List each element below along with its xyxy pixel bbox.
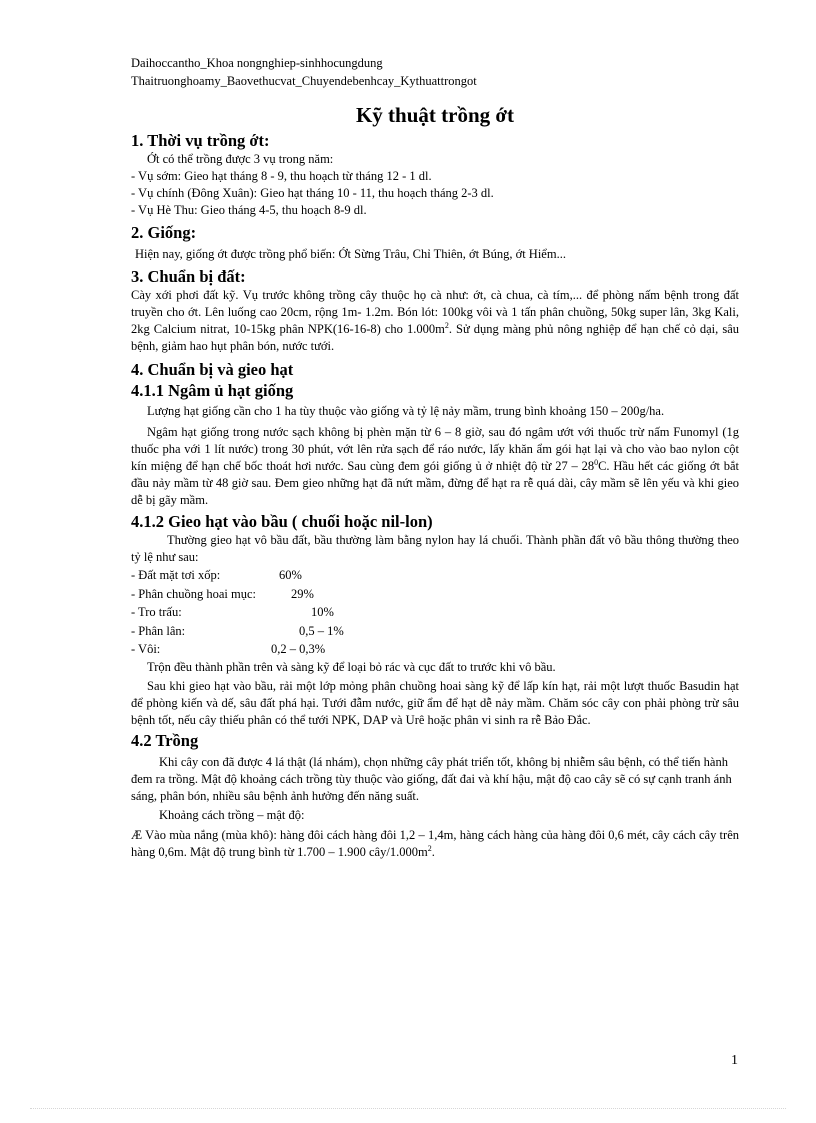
document-page [131, 54, 739, 861]
soil-mix-list [131, 566, 739, 659]
section-4-heading: 4. Chuẩn bị và gieo hạt [131, 360, 294, 379]
list-item: - Vụ Hè Thu: Gieo tháng 4-5, thu hoạch 8-9 dl. [131, 203, 367, 217]
paragraph: Hiện nay, giống ớt được trồng phổ biến: Ớt Sừng Trâu, Chỉ Thiên, ớt Búng, ớt Hiểm... [135, 247, 566, 261]
paragraph: Ớt có thể trồng được 3 vụ trong năm: [147, 152, 334, 166]
header-line-1: Daihoccantho_Khoa nongnghiep-sinhhocungdung [131, 56, 383, 70]
soil-mix-label: - Đất mặt tơi xốp: [131, 568, 221, 582]
text-run: C. Hầu hết các giống ớt bắt đầu nảy mầm từ 48 giờ sau. Đem gieo những hạt đã nứt mầm, đừng để hạt ra rễ quá dài, cây mầm sẽ lên yếu và khi gieo dễ bị gãy mầm. [131, 459, 739, 507]
paragraph [131, 287, 739, 355]
paragraph [131, 827, 739, 861]
paragraph [131, 424, 739, 509]
page-number: 1 [731, 1053, 738, 1068]
soil-mix-value: 60% [279, 568, 302, 582]
section-4-1-2-heading: 4.1.2 Gieo hạt vào bầu ( chuối hoặc nil-lon) [131, 512, 433, 531]
soil-mix-item [131, 566, 739, 585]
soil-mix-value: 0,2 – 0,3% [271, 642, 326, 656]
paragraph: Khi cây con đã được 4 lá thật (lá nhám), chọn những cây phát triển tốt, không bị nhiễm sâu bệnh, có thể tiến hành đem ra trồng. Mật độ khoảng cách trồng tùy thuộc vào giống, đất đai và khí hậu, mật độ cao cây sẽ có sự cạnh tranh ánh sáng, phân bón, nhiều sâu bệnh ảnh hưởng đến năng suất. [131, 754, 732, 803]
soil-mix-item [131, 640, 739, 659]
list-item: - Vụ chính (Đông Xuân): Gieo hạt tháng 10 - 11, thu hoạch tháng 2-3 dl. [131, 186, 494, 200]
soil-mix-value: 0,5 – 1% [299, 623, 344, 638]
soil-mix-label: - Tro trấu: [131, 605, 182, 619]
text-run: Ngâm hạt giống trong nước sạch không bị phèn mặn từ 6 – 8 giờ, sau đó ngâm ướt với thuốc trừ nấm Funomyl (1g thuốc pha với 1 lít nước) trong 30 phút, vớt lên rửa sạch để ráo nước, lấy khăn ẩm gói hạt lại và cho vào bao nylon cột kín miệng để hạn chế bốc thoát hơi nước. Sau cùng đem gói giống ủ ở nhiệt độ từ 27 – 28 [131, 425, 739, 473]
superscript: 2 [427, 843, 432, 853]
soil-mix-label: - Phân lân: [131, 623, 186, 638]
header-line-2: Thaitruonghoamy_Baovethucvat_Chuyendebenhcay_Kythuattrongot [131, 74, 477, 88]
soil-mix-item [131, 603, 739, 622]
superscript: 2 [444, 320, 449, 330]
section-4-1-1-heading: 4.1.1 Ngâm ủ hạt giống [131, 381, 294, 400]
soil-mix-item [131, 622, 739, 641]
soil-mix-value: 29% [291, 586, 314, 601]
soil-mix-item [131, 585, 739, 604]
page-title: Kỹ thuật trồng ớt [355, 103, 515, 127]
soil-mix-label: - Vôi: [131, 642, 161, 656]
paragraph: Trộn đều thành phần trên và sàng kỹ để loại bỏ rác và cục đất to trước khi vô bầu. [147, 659, 556, 674]
page-divider [30, 1108, 786, 1109]
text-run: . Sử dụng màng phủ nông nghiệp để hạn chế cỏ dại, sâu bệnh, giảm hao hụt phân bón, nước tưới. [131, 322, 739, 353]
soil-mix-label: - Phân chuồng hoai mục: [131, 586, 256, 601]
section-3-heading: 3. Chuẩn bị đất: [131, 267, 246, 286]
text-run: Æ Vào mùa nắng (mùa khô): hàng đôi cách hàng đôi 1,2 – 1,4m, hàng cách hàng của hàng đôi 0,6 mét, cây cách cây trên hàng 0,6m. Mật độ trung bình từ 1.700 – 1.900 cây/1.000m [131, 827, 739, 859]
paragraph: Lượng hạt giống cần cho 1 ha tùy thuộc vào giống và tỷ lệ nảy mầm, trung bình khoảng 150 – 200g/ha. [147, 404, 665, 418]
list-item: - Vụ sớm: Gieo hạt tháng 8 - 9, thu hoạch từ tháng 12 - 1 dl. [131, 169, 432, 183]
text-run: . [431, 844, 435, 859]
section-1-heading: 1. Thời vụ trồng ớt: [131, 131, 270, 150]
section-4-2-heading: 4.2 Trồng [131, 730, 199, 750]
superscript: 0 [594, 457, 599, 467]
section-2-heading: 2. Giống: [131, 223, 197, 242]
text-run: Cày xới phơi đất kỹ. Vụ trước không trồng cây thuộc họ cà như: ớt, cà chua, cà tím,... để phòng nấm bệnh trong đất truyền cho ớt. Lên luống cao 20cm, rộng 1m- 1.2m. Bón lót: 100kg vôi và 1 tấn phân chuồng, 50kg super lân, 3kg Kali, 2kg Calcium nitrat, 10-15kg phân NPK(16-16-8) cho 1.000m [131, 288, 739, 336]
paragraph: Thường gieo hạt vô bầu đất, bầu thường làm bằng nylon hay lá chuối. Thành phần đất vô bầu thông thường theo tỷ lệ như sau: [131, 533, 739, 564]
paragraph: Khoảng cách trồng – mật độ: [159, 807, 305, 822]
soil-mix-value: 10% [311, 605, 334, 619]
paragraph: Sau khi gieo hạt vào bầu, rải một lớp mỏng phân chuồng hoai sàng kỹ để lấp kín hạt, rải một lượt thuốc Basudin hạt để phòng kiến và dế, sâu đất phá hại. Tưới đẫm nước, giữ ẩm để hạt dễ nảy mầm. Chăm sóc cây con phải phòng trừ sâu bệnh tốt, nếu cây thiếu phân có thể tưới NPK, DAP và Urê hoặc phân vi sinh ra rễ Bảo Đắc. [131, 678, 739, 727]
